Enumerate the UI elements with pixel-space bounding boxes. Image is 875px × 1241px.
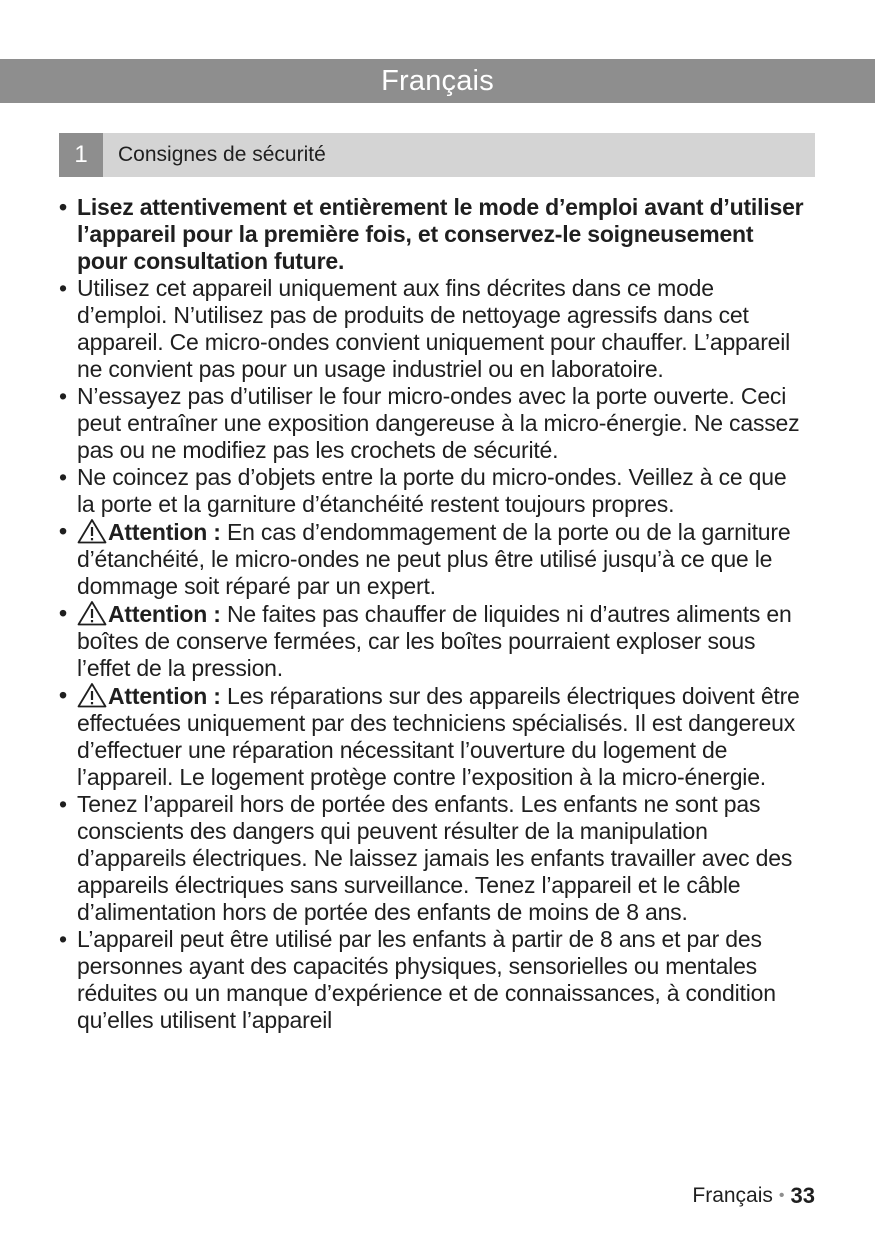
list-item (59, 791, 809, 926)
warning-triangle-icon (77, 682, 107, 708)
item-text: L’appareil peut être utilisé par les enfants à partir de 8 ans et par des personnes ayant des capacités physiques, sensorielles ou mentales réduites ou un manque d’expérience et de connaissances, à condition qu’elles utilisent l’appareil (77, 926, 776, 1033)
bullet-icon: • (59, 600, 67, 626)
safety-list (59, 194, 809, 1034)
item-text: Utilisez cet appareil uniquement aux fins décrites dans ce mode d’emploi. N’utilisez pas de produits de nettoyage agressifs dans cet appareil. Ce micro-ondes convient uniquement pour chauffer. L’appareil ne convient pas pour un usage industriel ou en laboratoire. (77, 275, 791, 382)
item-text: N’essayez pas d’utiliser le four micro-ondes avec la porte ouverte. Ceci peut entraîner une exposition dangereuse à la micro-énergie. Ne cassez pas ou ne modifiez pas les crochets de sécurité. (77, 383, 800, 463)
attention-label: Attention : (108, 601, 221, 627)
section-header (59, 133, 815, 177)
bullet-icon: • (59, 926, 67, 952)
item-text: Les réparations sur des appareils électriques doivent être effectuées uniquement par des techniciens spécialisés. Il est dangereux d’effectuer une réparation nécessitant l’ouverture du logement de l’appareil. Le logement protège contre l’exposition à la micro-énergie. (77, 683, 800, 790)
attention-label: Attention : (108, 519, 221, 545)
list-item (59, 464, 809, 518)
language-title: Français (381, 64, 494, 97)
list-item-warning (59, 682, 809, 791)
footer-language: Français (692, 1184, 773, 1207)
page-footer (692, 1183, 815, 1209)
bullet-icon: • (59, 383, 67, 409)
bullet-icon: • (59, 464, 67, 490)
list-item (59, 194, 809, 275)
language-header (0, 59, 875, 103)
bullet-icon: • (59, 518, 67, 544)
warning-triangle-icon (77, 518, 107, 544)
list-item (59, 275, 809, 383)
list-item (59, 926, 809, 1034)
bullet-icon: • (59, 194, 67, 220)
safety-instructions (59, 194, 809, 1034)
item-text: Tenez l’appareil hors de portée des enfants. Les enfants ne sont pas conscients des dangers qui peuvent résulter de la manipulation d’appareils électriques. Ne laissez jamais les enfants travailler avec des appareils électriques sans surveillance. Tenez l’appareil et le câble d’alimentation hors de portée des enfants de moins de 8 ans. (77, 791, 793, 925)
item-text: Ne faites pas chauffer de liquides ni d’autres aliments en boîtes de conserve fermées, car les boîtes pourraient exploser sous l’effet de la pression. (77, 601, 792, 681)
bullet-icon: • (59, 682, 67, 708)
warning-triangle-icon (77, 600, 107, 626)
item-text: Lisez attentivement et entièrement le mode d’emploi avant d’utiliser l’appareil pour la première fois, et conservez-le soigneusement pour consultation future. (77, 194, 804, 274)
separator-dot-icon: • (778, 1187, 785, 1204)
section-title: Consignes de sécurité (118, 143, 326, 166)
bullet-icon: • (59, 275, 67, 301)
item-text: Ne coincez pas d’objets entre la porte du micro-ondes. Veillez à ce que la porte et la garniture d’étanchéité restent toujours propres. (77, 464, 787, 517)
section-number: 1 (59, 133, 103, 177)
attention-label: Attention : (108, 683, 221, 709)
list-item-warning (59, 518, 809, 600)
list-item (59, 383, 809, 464)
list-item-warning (59, 600, 809, 682)
item-text: En cas d’endommagement de la porte ou de la garniture d’étanchéité, le micro-ondes ne peut plus être utilisé jusqu’à ce que le dommage soit réparé par un expert. (77, 519, 791, 599)
bullet-icon: • (59, 791, 67, 817)
page-number: 33 (790, 1183, 815, 1208)
